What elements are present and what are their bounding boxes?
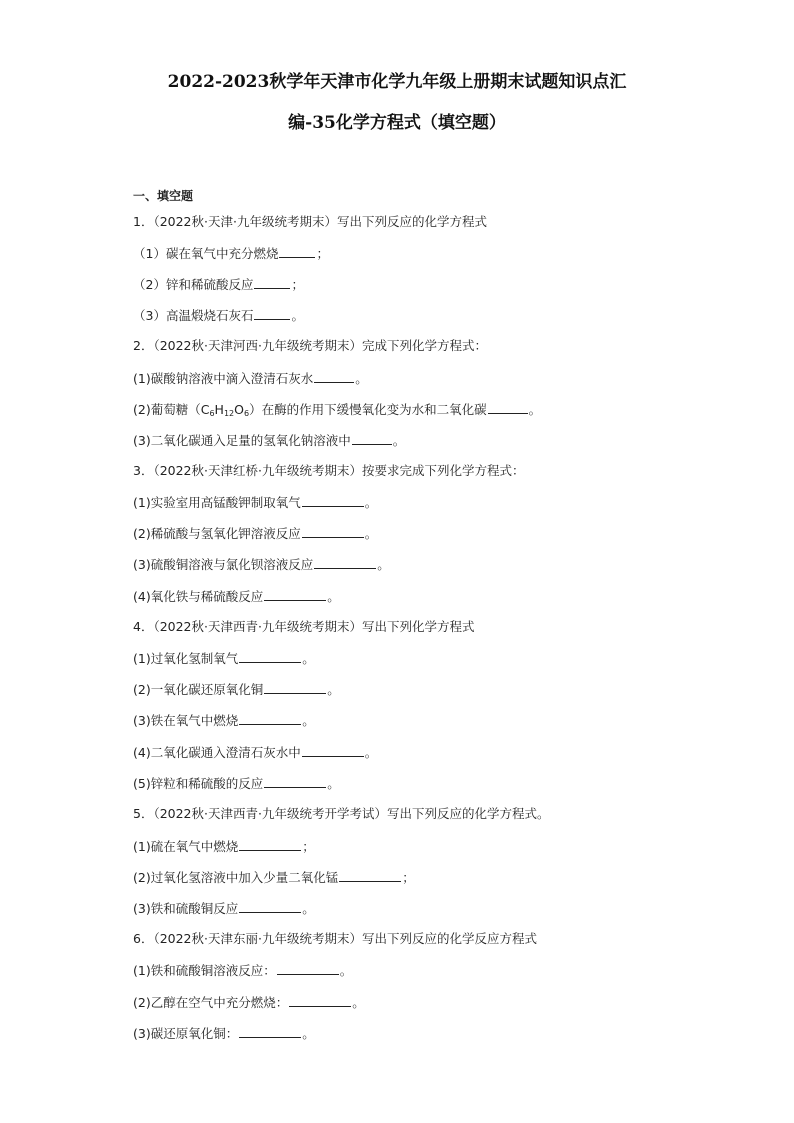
question-item: (1)过氧化氢制氧气 。 <box>133 651 315 666</box>
answer-blank[interactable] <box>239 1025 301 1038</box>
page-title-line1: 2022-2023秋学年天津市化学九年级上册期末试题知识点汇 <box>167 72 627 92</box>
answer-blank[interactable] <box>488 401 528 414</box>
answer-blank[interactable] <box>239 900 301 913</box>
question-item: （3）高温煅烧石灰石 。 <box>133 308 304 323</box>
answer-blank[interactable] <box>302 744 364 757</box>
question-item: (5)锌粒和稀硫酸的反应 。 <box>133 776 340 791</box>
answer-blank[interactable] <box>314 370 354 383</box>
section-title: 一、填空题 <box>133 189 194 203</box>
question-1-stem: 1．（2022秋·天津·九年级统考期末）写出下列反应的化学方程式 <box>133 214 487 229</box>
question-item: (3)二氧化碳通入足量的氢氧化钠溶液中 。 <box>133 433 406 448</box>
answer-blank[interactable] <box>264 681 326 694</box>
answer-blank[interactable] <box>302 494 364 507</box>
question-5-stem: 5．（2022秋·天津西青·九年级统考开学考试）写出下列反应的化学方程式。 <box>133 806 550 821</box>
question-item: (3)碳还原氧化铜： 。 <box>133 1026 315 1041</box>
question-item: （2）锌和稀硫酸反应 ； <box>133 277 304 292</box>
question-item: (3)铁和硫酸铜反应 。 <box>133 901 315 916</box>
answer-blank[interactable] <box>239 712 301 725</box>
answer-blank[interactable] <box>239 650 301 663</box>
question-item: （1）碳在氧气中充分燃烧 ； <box>133 246 329 261</box>
answer-blank[interactable] <box>302 525 364 538</box>
answer-blank[interactable] <box>314 556 376 569</box>
answer-blank[interactable] <box>277 962 339 975</box>
question-item: (3)铁在氧气中燃烧 。 <box>133 713 315 728</box>
question-item: (2)葡萄糖$(C_6H_{12}O_6)$在酶的作用下缓慢氧化变为水和二氧化碳 。 <box>133 402 542 418</box>
answer-blank[interactable] <box>264 588 326 601</box>
question-item: (2)过氧化氢溶液中加入少量二氧化锰 ； <box>133 870 415 885</box>
question-3-stem: 3．（2022秋·天津红桥·九年级统考期末）按要求完成下列化学方程式： <box>133 463 525 478</box>
question-item: (2)稀硫酸与氢氧化钾溶液反应 。 <box>133 526 378 541</box>
question-item: (1)实验室用高锰酸钾制取氧气 。 <box>133 495 378 510</box>
question-item: (1)铁和硫酸铜溶液反应： 。 <box>133 963 353 978</box>
question-item: (4)氧化铁与稀硫酸反应 。 <box>133 589 340 604</box>
question-item: (2)乙醇在空气中充分燃烧： 。 <box>133 995 365 1010</box>
answer-blank[interactable] <box>352 432 392 445</box>
question-item: (2)一氧化碳还原氧化铜 。 <box>133 682 340 697</box>
question-item: (1)碳酸钠溶液中滴入澄清石灰水 。 <box>133 371 368 386</box>
question-item: (1)硫在氧气中燃烧 ； <box>133 839 315 854</box>
question-item: (4)二氧化碳通入澄清石灰水中 。 <box>133 745 378 760</box>
answer-blank[interactable] <box>254 307 290 320</box>
question-item: (3)硫酸铜溶液与氯化钡溶液反应 。 <box>133 557 390 572</box>
answer-blank[interactable] <box>279 245 315 258</box>
question-2-stem: 2．（2022秋·天津河西·九年级统考期末）完成下列化学方程式： <box>133 338 487 353</box>
question-4-stem: 4．（2022秋·天津西青·九年级统考期末）写出下列化学方程式 <box>133 619 475 634</box>
page-title-line2: 编-35化学方程式（填空题） <box>288 113 506 133</box>
question-6-stem: 6．（2022秋·天津东丽·九年级统考期末）写出下列反应的化学反应方程式 <box>133 931 537 946</box>
answer-blank[interactable] <box>239 838 301 851</box>
answer-blank[interactable] <box>289 994 351 1007</box>
answer-blank[interactable] <box>264 775 326 788</box>
answer-blank[interactable] <box>254 276 290 289</box>
answer-blank[interactable] <box>339 869 401 882</box>
